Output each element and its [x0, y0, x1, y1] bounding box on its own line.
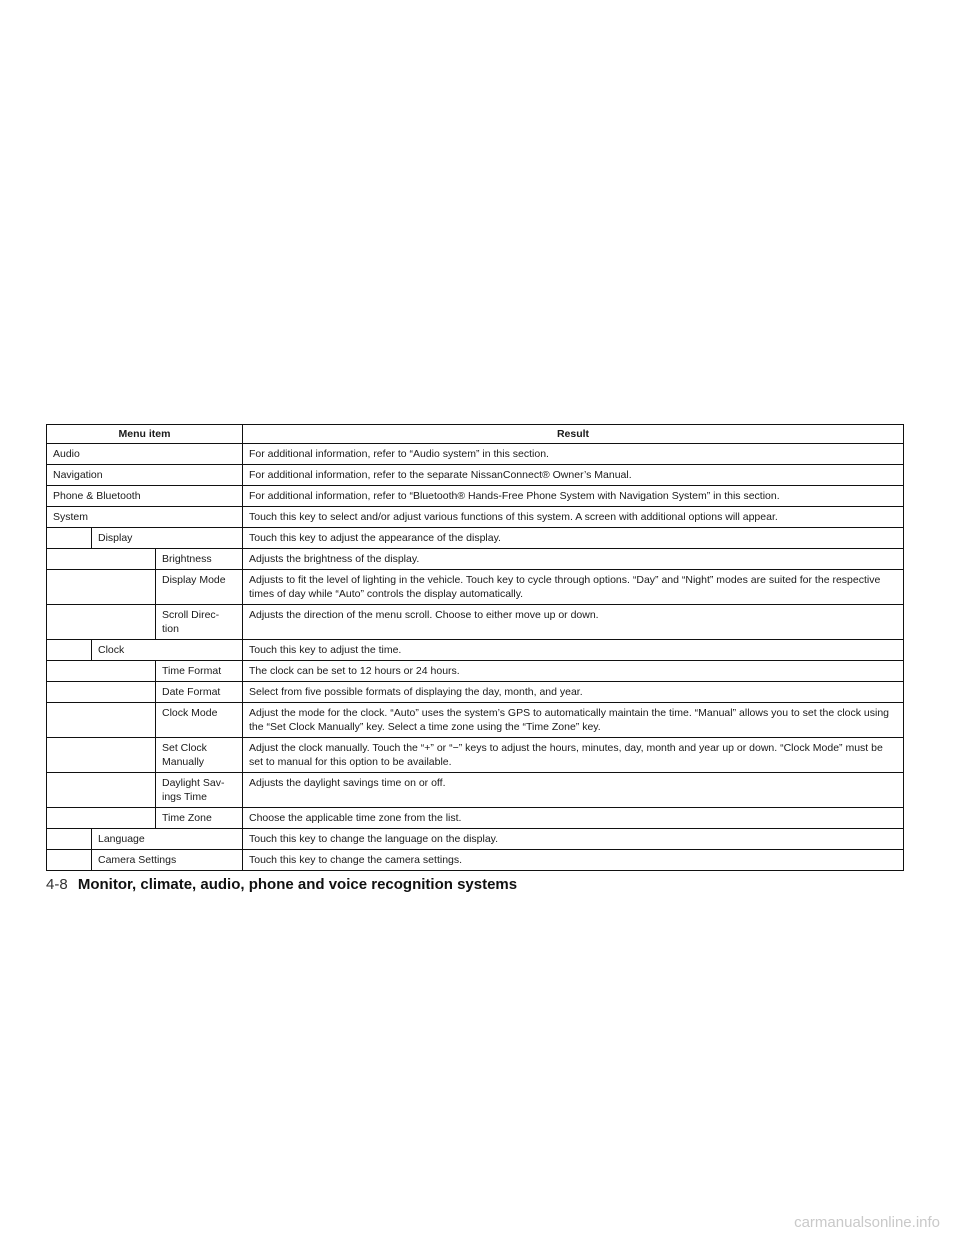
menu-item-result: Touch this key to select and/or adjust various functions of this system. A screen with additional options will appear. — [243, 507, 904, 528]
indent-cell — [47, 570, 156, 605]
table-row — [47, 829, 904, 850]
menu-item-result: Adjust the mode for the clock. “Auto” uses the system’s GPS to automatically maintain the time. “Manual” allows you to set the clock using the “Set Clock Manually” key. Select a time zone using the “Time Zone” key. — [243, 703, 904, 738]
indent-cell — [47, 829, 92, 850]
menu-item-label: Time Format — [156, 661, 243, 682]
table-row — [47, 682, 904, 703]
indent-cell — [47, 661, 156, 682]
menu-item-result: Adjusts the brightness of the display. — [243, 549, 904, 570]
menu-item-result: Adjust the clock manually. Touch the “+” or “−” keys to adjust the hours, minutes, day, month and year up or down. “Clock Mode” must be set to manual for this option to be available. — [243, 738, 904, 773]
menu-item-result: Touch this key to change the camera settings. — [243, 850, 904, 871]
indent-cell — [47, 605, 156, 640]
table-row — [47, 703, 904, 738]
header-result: Result — [243, 425, 904, 444]
indent-cell — [47, 549, 156, 570]
table-row — [47, 661, 904, 682]
menu-item-label: Display — [92, 528, 243, 549]
page-footer — [46, 876, 517, 893]
table-row — [47, 570, 904, 605]
menu-item-label: Navigation — [47, 465, 243, 486]
menu-item-result: The clock can be set to 12 hours or 24 hours. — [243, 661, 904, 682]
indent-cell — [47, 640, 92, 661]
table-row — [47, 549, 904, 570]
menu-item-label: Language — [92, 829, 243, 850]
indent-cell — [47, 528, 92, 549]
section-title: Monitor, climate, audio, phone and voice recognition systems — [77, 876, 518, 893]
menu-item-label: Brightness — [156, 549, 243, 570]
indent-cell — [47, 850, 92, 871]
table-row — [47, 808, 904, 829]
menu-item-table — [46, 424, 904, 871]
table-row — [47, 507, 904, 528]
table-row — [47, 738, 904, 773]
table-row — [47, 850, 904, 871]
table-row — [47, 486, 904, 507]
menu-item-result: Choose the applicable time zone from the list. — [243, 808, 904, 829]
menu-item-label: Date Format — [156, 682, 243, 703]
menu-item-label: Clock Mode — [156, 703, 243, 738]
indent-cell — [47, 773, 156, 808]
menu-item-result: For additional information, refer to the separate NissanConnect® Owner’s Manual. — [243, 465, 904, 486]
menu-item-label: Scroll Direc-tion — [156, 605, 243, 640]
watermark: carmanualsonline.info — [794, 1214, 940, 1231]
menu-item-label: Camera Settings — [92, 850, 243, 871]
menu-item-label: Audio — [47, 444, 243, 465]
menu-item-label: System — [47, 507, 243, 528]
indent-cell — [47, 808, 156, 829]
menu-item-result: Adjusts the daylight savings time on or off. — [243, 773, 904, 808]
table-header-row — [47, 425, 904, 444]
table-row — [47, 640, 904, 661]
menu-item-result: Adjusts to fit the level of lighting in the vehicle. Touch key to cycle through options. “Day” and “Night” modes are suited for the respective times of day while “Auto” controls the display automatically. — [243, 570, 904, 605]
menu-item-result: For additional information, refer to “Audio system” in this section. — [243, 444, 904, 465]
menu-item-result: Select from five possible formats of displaying the day, month, and year. — [243, 682, 904, 703]
header-menu-item: Menu item — [47, 425, 243, 444]
table-row — [47, 444, 904, 465]
indent-cell — [47, 738, 156, 773]
menu-item-label: Time Zone — [156, 808, 243, 829]
table-row — [47, 773, 904, 808]
indent-cell — [47, 703, 156, 738]
page-number: 4-8 — [46, 876, 68, 893]
menu-item-label: Set Clock Manually — [156, 738, 243, 773]
menu-item-result: For additional information, refer to “Bluetooth® Hands-Free Phone System with Navigation System” in this section. — [243, 486, 904, 507]
table-row — [47, 528, 904, 549]
menu-item-label: Clock — [92, 640, 243, 661]
menu-item-label: Display Mode — [156, 570, 243, 605]
menu-item-result: Touch this key to adjust the time. — [243, 640, 904, 661]
menu-item-label: Phone & Bluetooth — [47, 486, 243, 507]
table-row — [47, 605, 904, 640]
menu-item-result: Touch this key to change the language on the display. — [243, 829, 904, 850]
table-row — [47, 465, 904, 486]
menu-item-result: Touch this key to adjust the appearance of the display. — [243, 528, 904, 549]
indent-cell — [47, 682, 156, 703]
menu-item-label: Daylight Sav-ings Time — [156, 773, 243, 808]
menu-item-result: Adjusts the direction of the menu scroll. Choose to either move up or down. — [243, 605, 904, 640]
